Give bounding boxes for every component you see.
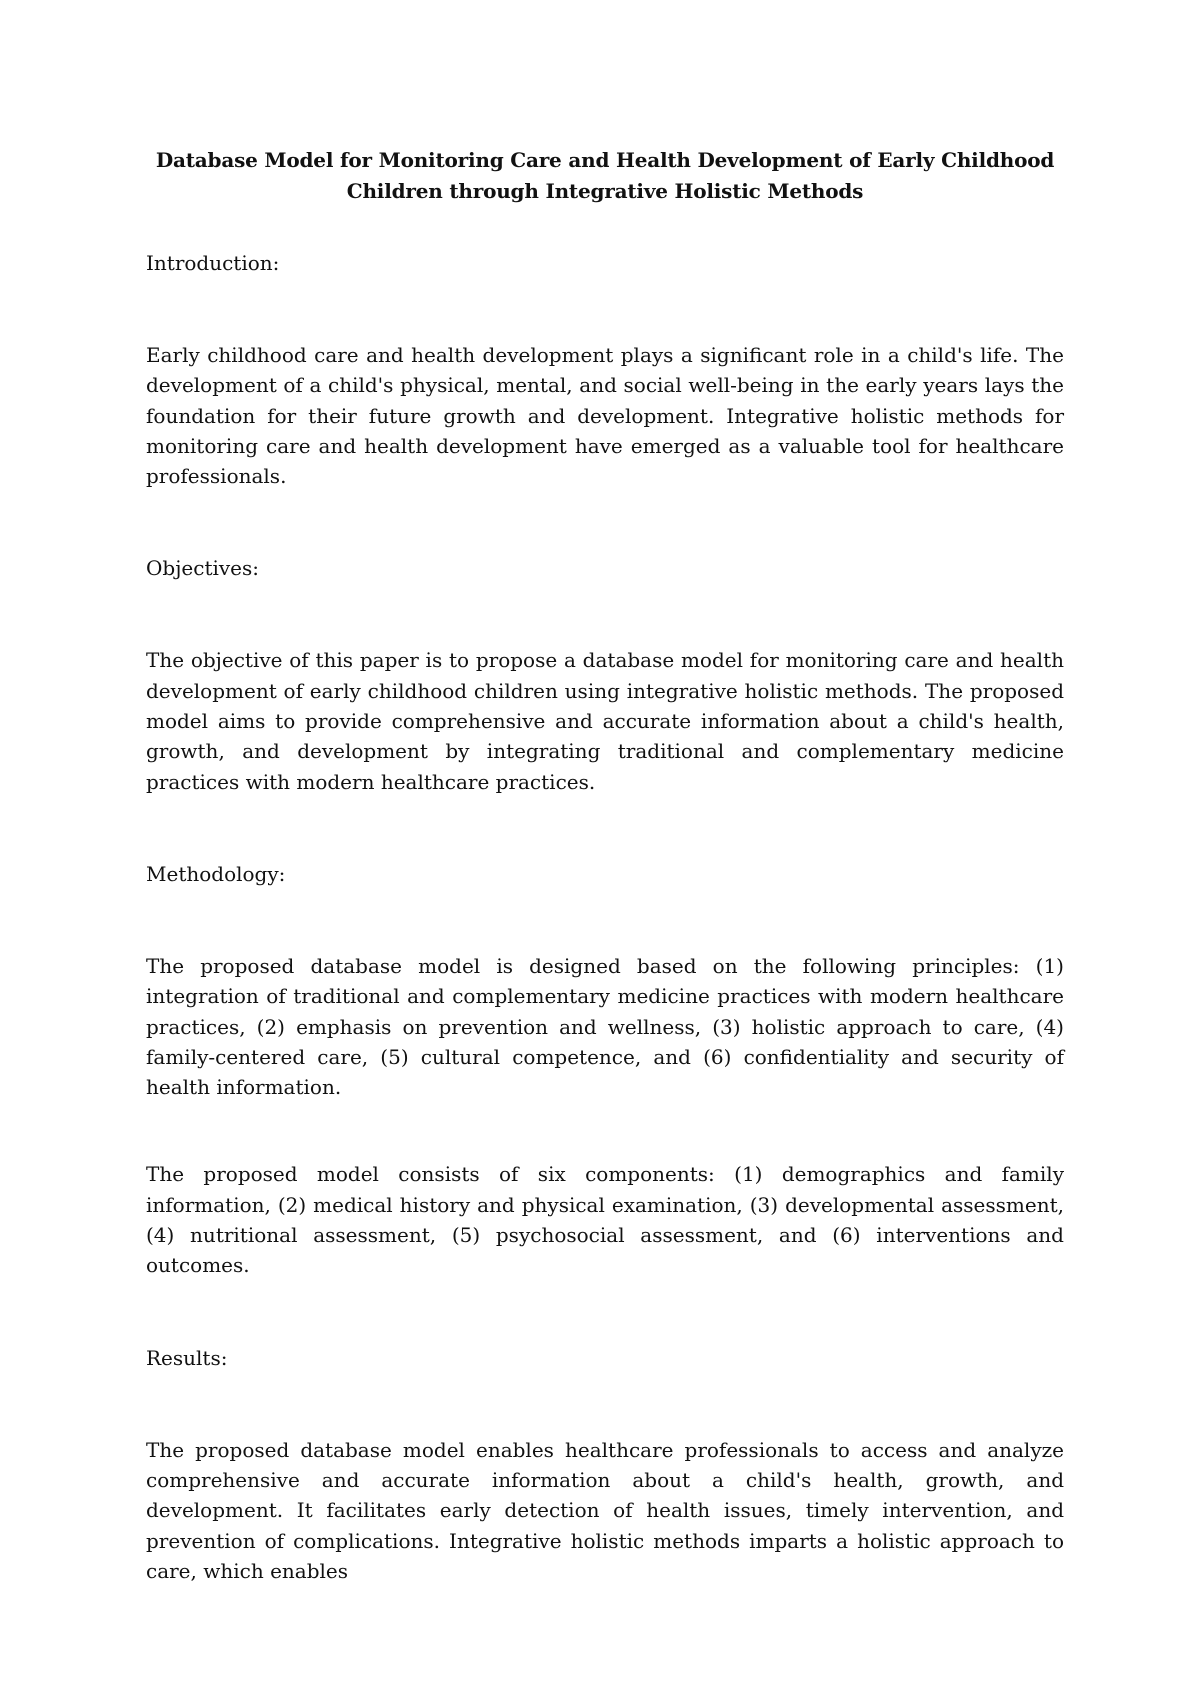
objectives-heading: Objectives: (146, 556, 260, 581)
methodology-paragraph-components: The proposed model consists of six components: (1) demographics and family information, (2) medical history and physical examination, (3) developmental assessment, (4) nutritional assessment, (5) psychosocial assessment, and (6) interventions and outcomes. (146, 1162, 1064, 1278)
results-paragraph: The proposed database model enables healthcare professionals to access and analyze comprehensive and accurate information about a child's health, growth, and development. It facilitates early detection of health issues, timely intervention, and prevention of complications. Integrative holistic methods imparts a holistic approach to care, which enables (146, 1437, 1064, 1583)
methodology-paragraph-principles: The proposed database model is designed based on the following principles: (1) integration of traditional and complementary medicine practices with modern healthcare practices, (2) emphasis on prevention and wellness, (3) holistic approach to care, (4) family-centered care, (5) cultural competence, and (6) confidentiality and security of health information. (146, 953, 1064, 1100)
document-body (146, 145, 1064, 1648)
document-title: Database Model for Monitoring Care and Health Development of Early Childhood Children through Integrative Holistic Methods (155, 148, 1055, 203)
results-heading: Results: (146, 1345, 228, 1370)
introduction-heading: Introduction: (146, 251, 280, 275)
objectives-paragraph: The objective of this paper is to propose a database model for monitoring care and health development of early childhood children using integrative holistic methods. The proposed model aims to provide comprehensive and accurate information about a child's health, growth, and development by integrating traditional and complementary medicine practices with modern healthcare practices. (146, 648, 1064, 794)
methodology-heading: Methodology: (146, 861, 286, 886)
introduction-paragraph: Early childhood care and health development plays a significant role in a child's life. The development of a child's physical, mental, and social well-being in the early years lays the foundation for their future growth and development. Integrative holistic methods for monitoring care and health development have emerged as a valuable tool for healthcare professionals. (146, 343, 1064, 489)
